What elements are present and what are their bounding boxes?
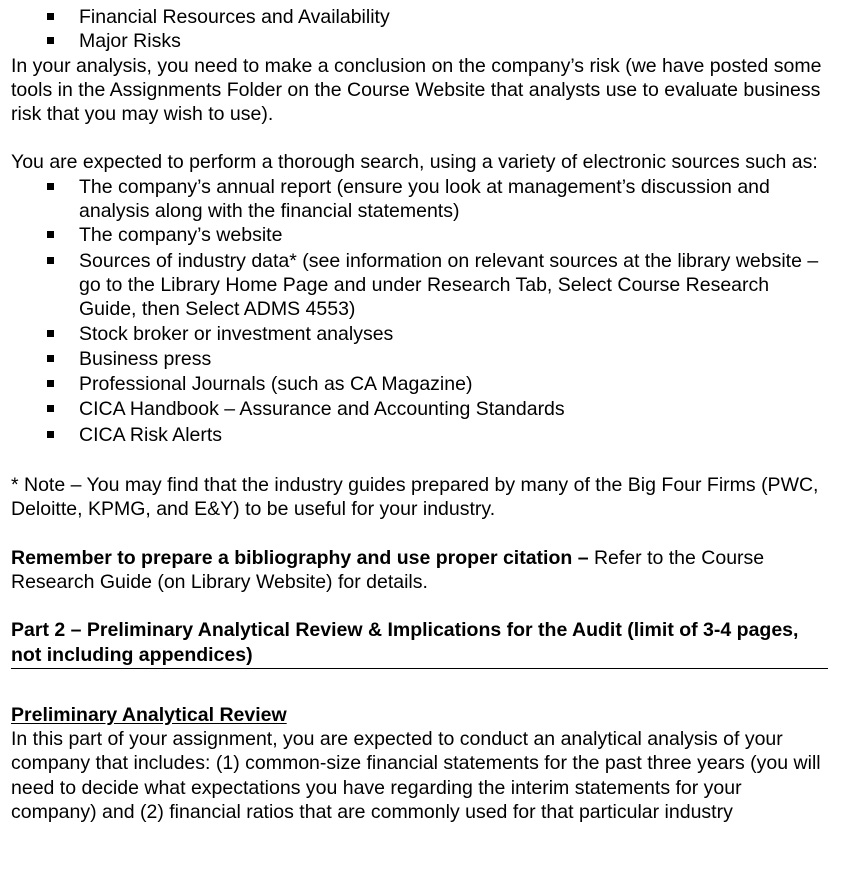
list-item [11,397,826,422]
list-item-text: Stock broker or investment analyses [79,322,394,345]
list-item [11,423,826,448]
risk-paragraph: In your analysis, you need to make a conclusion on the company’s risk (we have posted some tools in the Assignments Folder on the Course Website that analysts use to evaluate business risk that you may wish to use). [11,54,822,126]
square-bullet-icon [47,431,54,438]
list-item-text: Major Risks [79,30,181,53]
square-bullet-icon [47,380,54,387]
list-item [11,347,826,372]
sources-intro-paragraph: You are expected to perform a thorough search, using a variety of electronic sources such as: [11,151,818,174]
square-bullet-icon [47,37,54,44]
top-bullet-list [11,5,826,54]
list-item-text: CICA Risk Alerts [79,423,223,446]
square-bullet-icon [47,355,54,362]
list-item [11,29,826,53]
list-item-text: Sources of industry data* (see information on relevant sources at the library website – go to the Library Home Page and under Research Tab, Select Course Research Guide, then Select ADMS 4553) [79,249,819,321]
list-item-text: The company’s website [79,224,283,247]
section-title: Preliminary Analytical Review [11,703,287,726]
analytical-review-paragraph: In this part of your assignment, you are expected to conduct an analytical analysis of your company that includes: (1) common-size financial statements for the past three years (you will need to decide what expectations you have regarding the interim statements for your company) and (2) financial ratios that are commonly used for that particular industry [11,728,821,824]
list-item [11,322,826,347]
list-item-text: Financial Resources and Availability [79,6,390,28]
list-item-text: Business press [79,347,212,370]
square-bullet-icon [47,13,54,20]
list-item-text: CICA Handbook – Assurance and Accounting Standards [79,398,565,421]
square-bullet-icon [47,183,54,190]
bibliography-details: Refer to the Course Research Guide (on Library Website) for details. [11,546,765,593]
list-item [11,223,826,248]
part2-heading: Part 2 – Preliminary Analytical Review & Implications for the Audit (limit of 3-4 pages, not including appendices) [11,618,828,669]
list-item-text: The company’s annual report (ensure you look at management’s discussion and analysis along with the financial statements) [79,175,770,223]
bibliography-paragraph [11,546,826,595]
list-item [11,175,826,224]
list-item-text: Professional Journals (such as CA Magazine) [79,373,473,396]
square-bullet-icon [47,257,54,264]
square-bullet-icon [47,330,54,337]
square-bullet-icon [47,405,54,412]
list-item [11,5,826,29]
note-paragraph: * Note – You may find that the industry guides prepared by many of the Big Four Firms (PWC, Deloitte, KPMG, and E&Y) to be useful for your industry. [11,474,819,521]
sources-bullet-list [11,175,826,448]
document-page [11,5,826,824]
bibliography-reminder: Remember to prepare a bibliography and use proper citation – [11,546,589,569]
list-item [11,372,826,397]
square-bullet-icon [47,231,54,238]
list-item [11,249,826,322]
